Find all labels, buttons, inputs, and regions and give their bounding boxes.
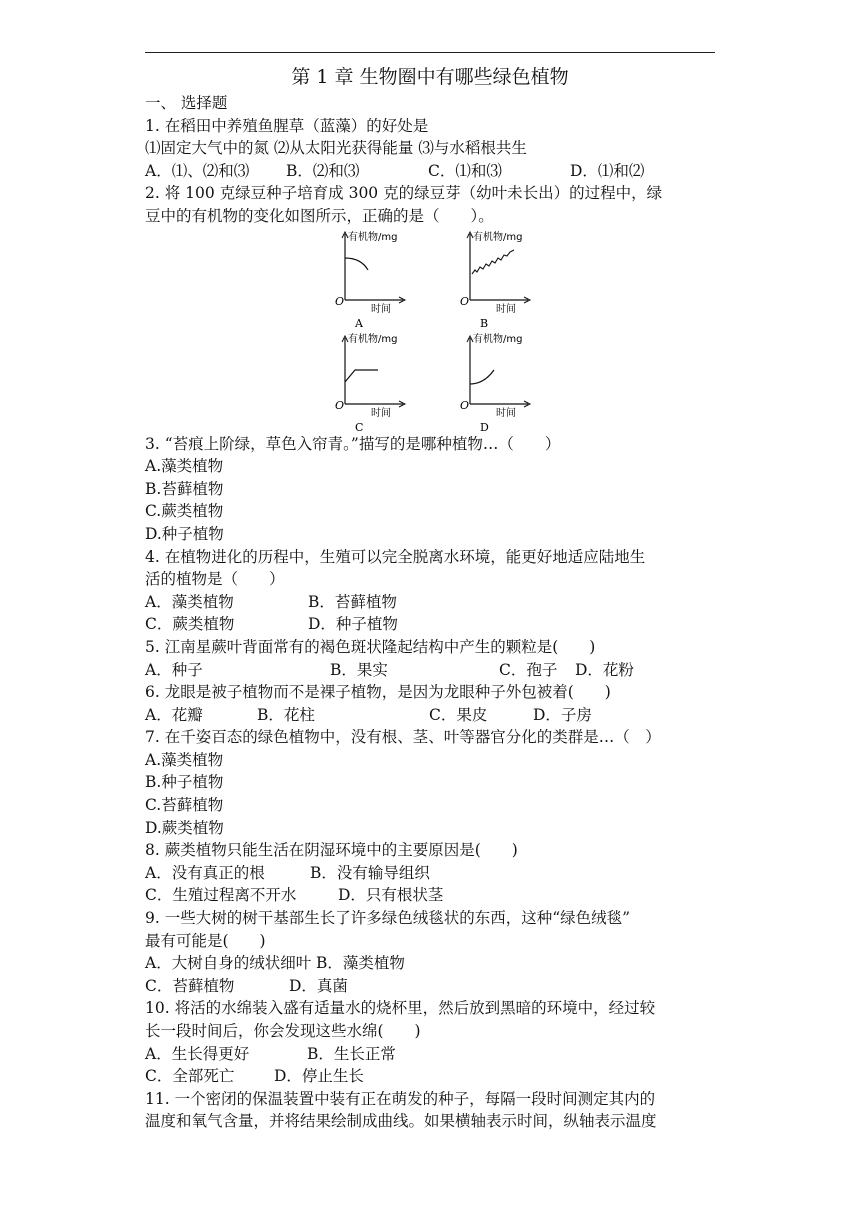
- question-3-stem: 3. “苔痕上阶绿，草色入帘青。”描写的是哪种植物…（ ）: [145, 434, 561, 453]
- question-7-option-d: D.蕨类植物: [145, 818, 224, 837]
- option-a: A．藻类植物: [145, 592, 234, 611]
- graph-b-curve: [472, 250, 514, 274]
- question-8-options-row2: [145, 884, 720, 907]
- option-d: D．真菌: [289, 976, 348, 995]
- question-5-options: [145, 659, 720, 682]
- option-c: C．生殖过程离不开水: [145, 886, 297, 905]
- question-10-stem: 10. 将活的水绵装入盛有适量水的烧杯里，然后放到黑暗的环境中，经过较: [145, 999, 656, 1018]
- question-list: [145, 92, 720, 1133]
- question-6-stem: 6. 龙眼是被子植物而不是裸子植物，是因为龙眼种子外包被着( ): [145, 683, 611, 702]
- question-7-option-a: A.藻类植物: [145, 750, 224, 769]
- graph-a-xlabel: 时间: [371, 303, 391, 315]
- question-2-stem-cont: 豆中的有机物的变化如图所示，正确的是（ ）。: [145, 206, 494, 225]
- graph-c-ylabel: 有机物/mg: [348, 333, 398, 345]
- question-3-option-b: B.苔藓植物: [145, 479, 224, 498]
- question-4-options-row1: [145, 591, 720, 614]
- option-c: C．蕨类植物: [145, 615, 235, 634]
- option-a: A．⑴、⑵和⑶: [145, 161, 250, 180]
- option-b: B．花柱: [257, 705, 315, 724]
- option-c: C．苔藓植物: [145, 976, 235, 995]
- graph-d-xlabel: 时间: [496, 407, 516, 419]
- header-rule: [145, 52, 715, 53]
- graph-b-ylabel: 有机物/mg: [473, 231, 523, 243]
- graph-a-ylabel: 有机物/mg: [348, 231, 398, 243]
- question-4-stem: 4. 在植物进化的历程中，生殖可以完全脱离水环境，能更好地适应陆地生: [145, 547, 646, 566]
- option-a: A．没有真正的根: [145, 863, 265, 882]
- question-4-options-row2: [145, 613, 720, 636]
- question-5-stem: 5. 江南星蕨叶背面常有的褐色斑状隆起结构中产生的颗粒是( ): [145, 637, 596, 656]
- graph-b: [458, 230, 578, 330]
- graph-d-ylabel: 有机物/mg: [473, 333, 523, 345]
- graph-c-xlabel: 时间: [371, 407, 391, 419]
- question-3-option-c: C.蕨类植物: [145, 502, 224, 521]
- option-a: A．种子: [145, 660, 203, 679]
- question-8-stem: 8. 蕨类植物只能生活在阴湿环境中的主要原因是( ): [145, 841, 518, 860]
- option-b: B．⑵和⑶: [286, 161, 360, 180]
- question-10-options-row2: [145, 1065, 720, 1088]
- graph-b-label: B: [480, 316, 489, 330]
- graph-a-curve: [345, 258, 368, 270]
- option-b: B．果实: [330, 660, 388, 679]
- option-c: C．果皮: [429, 705, 488, 724]
- option-d: D．停止生长: [274, 1067, 364, 1086]
- question-7-stem: 7. 在千姿百态的绿色植物中，没有根、茎、叶等器官分化的类群是…（ ）: [145, 728, 661, 747]
- graph-a: [333, 230, 453, 330]
- question-1-stem: 1. 在稻田中养殖鱼腥草（蓝藻）的好处是: [145, 116, 429, 135]
- question-1-options: [145, 160, 720, 183]
- option-b: B．没有输导组织: [310, 863, 430, 882]
- graph-c: [333, 330, 453, 434]
- question-11-stem: 11. 一个密闭的保温装置中装有正在萌发的种子，每隔一段时间测定其内的: [145, 1089, 656, 1108]
- question-3-option-a: A.藻类植物: [145, 457, 224, 476]
- question-2-stem: 2. 将 100 克绿豆种子培育成 300 克的绿豆芽（幼叶未长出）的过程中，绿: [145, 184, 663, 203]
- option-d: D．⑴和⑵: [570, 161, 645, 180]
- graph-c-curve: [345, 370, 378, 382]
- question-7-option-c: C.苔藓植物: [145, 796, 224, 815]
- option-c: C．孢子: [499, 660, 558, 679]
- option-d: D．子房: [533, 705, 592, 724]
- question-11-stem-cont: 温度和氧气含量，并将结果绘制成曲线。如果横轴表示时间，纵轴表示温度: [145, 1112, 657, 1131]
- graph-d-curve: [470, 370, 494, 384]
- question-7-option-b: B.种子植物: [145, 773, 224, 792]
- graph-b-origin: O: [460, 294, 470, 308]
- question-4-stem-cont: 活的植物是（ ）: [145, 570, 285, 589]
- graph-c-label: C: [355, 420, 364, 434]
- option-d: D．只有根状茎: [338, 886, 444, 905]
- graph-a-label: A: [355, 316, 363, 330]
- option-a: A．生长得更好: [145, 1044, 250, 1063]
- question-2-graphs: [145, 228, 720, 434]
- option-c: C．⑴和⑶: [428, 161, 502, 180]
- question-10-stem-cont: 长一段时间后，你会发现这些水绵( ): [145, 1022, 421, 1040]
- option-d: D．花粉: [575, 660, 634, 679]
- graph-a-origin: O: [335, 294, 345, 308]
- question-9-options-row1: [145, 952, 720, 975]
- question-8-options-row1: [145, 862, 720, 885]
- graph-d: [458, 330, 578, 434]
- option-a: A．花瓣: [145, 705, 203, 724]
- question-6-options: [145, 704, 720, 727]
- question-9-stem-cont: 最有可能是( ): [145, 931, 266, 950]
- option-b: B．苔藓植物: [308, 592, 397, 611]
- graph-c-origin: O: [335, 398, 345, 412]
- question-9-stem: 9. 一些大树的树干基部生长了许多绿色绒毯状的东西，这种“绿色绒毯”: [145, 909, 631, 928]
- question-1-stem-items: ⑴固定大气中的氮 ⑵从太阳光获得能量 ⑶与水稻根共生: [145, 139, 527, 158]
- graph-d-label: D: [480, 420, 489, 434]
- graph-d-origin: O: [460, 398, 470, 412]
- question-10-options-row1: [145, 1043, 720, 1066]
- option-b: B．藻类植物: [316, 954, 405, 973]
- option-a: A．大树自身的绒状细叶: [145, 954, 312, 973]
- page-title: 第 1 章 生物圈中有哪些绿色植物: [291, 66, 569, 88]
- section-heading: 一、 选择题: [145, 94, 228, 112]
- graph-b-xlabel: 时间: [496, 303, 516, 315]
- option-d: D．种子植物: [308, 615, 398, 634]
- question-9-options-row2: [145, 975, 720, 998]
- option-b: B．生长正常: [307, 1044, 396, 1063]
- question-3-option-d: D.种子植物: [145, 524, 224, 543]
- option-c: C．全部死亡: [145, 1067, 235, 1086]
